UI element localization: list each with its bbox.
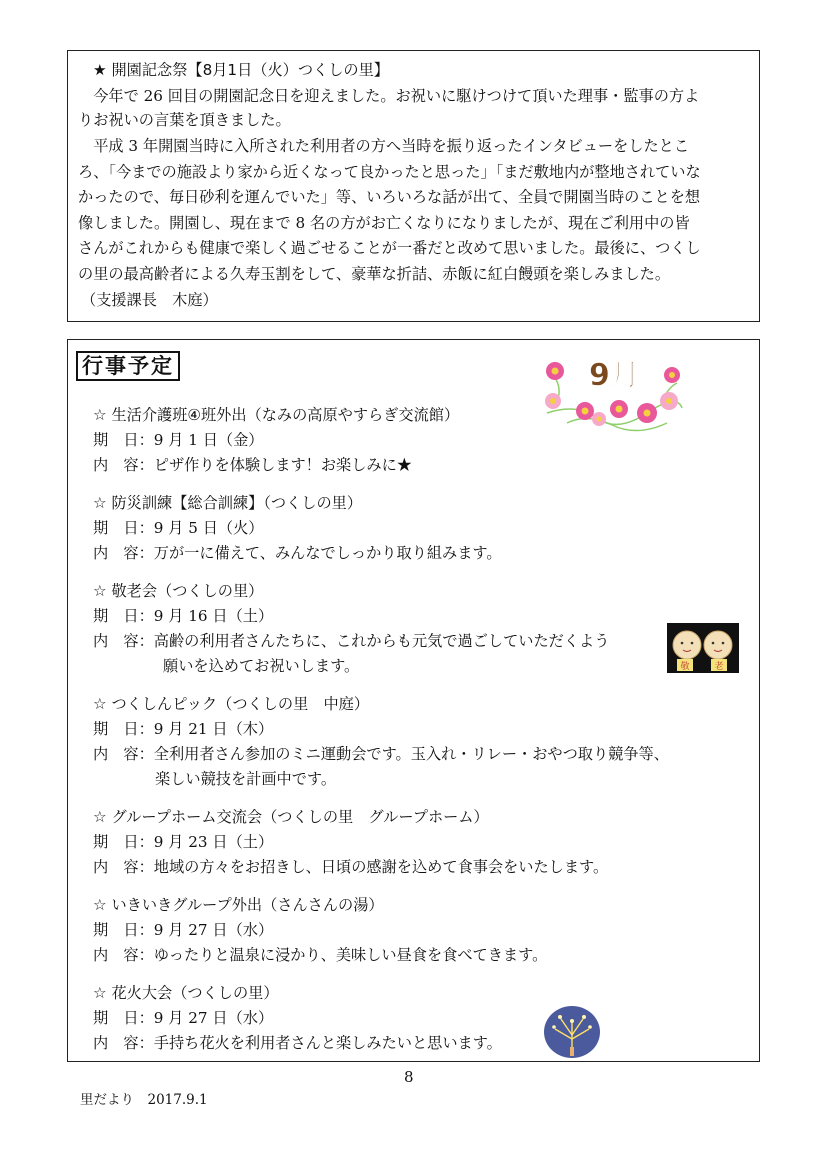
- event-5-title: ☆ グループホーム交流会（つくしの里 グループホーム）: [93, 808, 489, 826]
- schedule-title: 行事予定: [76, 351, 180, 381]
- festival-line-6: 像しました。開園し、現在まで 8 名の方がお亡くなりになりましたが、現在ご利用中の皆: [78, 214, 690, 232]
- event-5-date: 期 日：9 月 23 日（土）: [93, 833, 274, 851]
- event-7-title: ☆ 花火大会（つくしの里）: [93, 984, 279, 1002]
- festival-line-3: 平成 3 年開園当時に入所された利用者の方へ当時を振り返ったインタビューをしたとこ: [78, 137, 690, 155]
- event-3-content-2: 願いを込めてお祝いします。: [163, 657, 360, 675]
- september-cosmos-illustration: [537, 343, 687, 433]
- event-1-date: 期 日：9 月 1 日（金）: [93, 431, 264, 449]
- event-6-content: 内 容：ゆったりと温泉に浸かり、美味しい昼食を食べてきます。: [93, 946, 548, 964]
- elderly-couple-illustration: [667, 623, 739, 673]
- month-label: 9月: [589, 358, 640, 393]
- fireworks-illustration: [543, 1005, 601, 1059]
- event-7-date: 期 日：9 月 27 日（水）: [93, 1009, 274, 1027]
- event-4-content-1: 内 容：全利用者さん参加のミニ運動会です。玉入れ・リレー・おやつ取り競争等、: [93, 745, 669, 763]
- event-4-content-2: 楽しい競技を計画中です。: [155, 770, 337, 788]
- festival-line-4: ろ、「今までの施設より家から近くなって良かったと思った」「まだ敷地内が整地されていな: [78, 163, 701, 181]
- elders-sign-left: 敬: [680, 662, 690, 672]
- elders-sign-right: 老: [714, 662, 724, 672]
- festival-author: （支援課長 木庭）: [81, 291, 218, 309]
- event-7-content: 内 容：手持ち花火を利用者さんと楽しみたいと思います。: [93, 1034, 502, 1052]
- event-2-title: ☆ 防災訓練【総合訓練】（つくしの里）: [93, 494, 363, 512]
- event-1-title: ☆ 生活介護班④班外出（なみの高原やすらぎ交流館）: [93, 406, 460, 424]
- footer-publication: 里だより 2017.9.1: [80, 1092, 208, 1108]
- event-1-content: 内 容：ピザ作りを体験します！お楽しみに★: [93, 456, 412, 474]
- festival-line-1: 今年で 26 回目の開園記念日を迎えました。お祝いに駆けつけて頂いた理事・監事の方よ: [78, 87, 700, 105]
- event-4-date: 期 日：9 月 21 日（木）: [93, 720, 274, 738]
- event-6-date: 期 日：9 月 27 日（水）: [93, 921, 274, 939]
- event-6-title: ☆ いきいきグループ外出（さんさんの湯）: [93, 896, 384, 914]
- event-2-content: 内 容：万が一に備えて、みんなでしっかり取り組みます。: [93, 544, 502, 562]
- event-4-title: ☆ つくしんピック（つくしの里 中庭）: [93, 695, 370, 713]
- page-number: 8: [404, 1068, 414, 1086]
- festival-line-7: さんがこれからも健康で楽しく過ごせることが一番だと改めて思いました。最後に、つくし: [78, 239, 701, 257]
- event-2-date: 期 日：9 月 5 日（火）: [93, 519, 264, 537]
- festival-line-5: かったので、毎日砂利を運んでいた」等、いろいろな話が出て、全員で開園当時のことを想: [78, 188, 701, 206]
- event-3-date: 期 日：9 月 16 日（土）: [93, 607, 274, 625]
- festival-title: ★ 開園記念祭【8月1日（火）つくしの里】: [93, 61, 389, 79]
- festival-line-8: の里の最高齢者による久寿玉割をして、豪華な折詰、赤飯に紅白饅頭を楽しみました。: [78, 265, 671, 283]
- festival-line-2: りお祝いの言葉を頂きました。: [78, 111, 291, 129]
- event-5-content: 内 容：地域の方々をお招きし、日頃の感謝を込めて食事会をいたします。: [93, 858, 609, 876]
- event-3-title: ☆ 敬老会（つくしの里）: [93, 582, 264, 600]
- event-3-content-1: 内 容：高齢の利用者さんたちに、これからも元気で過ごしていただくよう: [93, 632, 610, 650]
